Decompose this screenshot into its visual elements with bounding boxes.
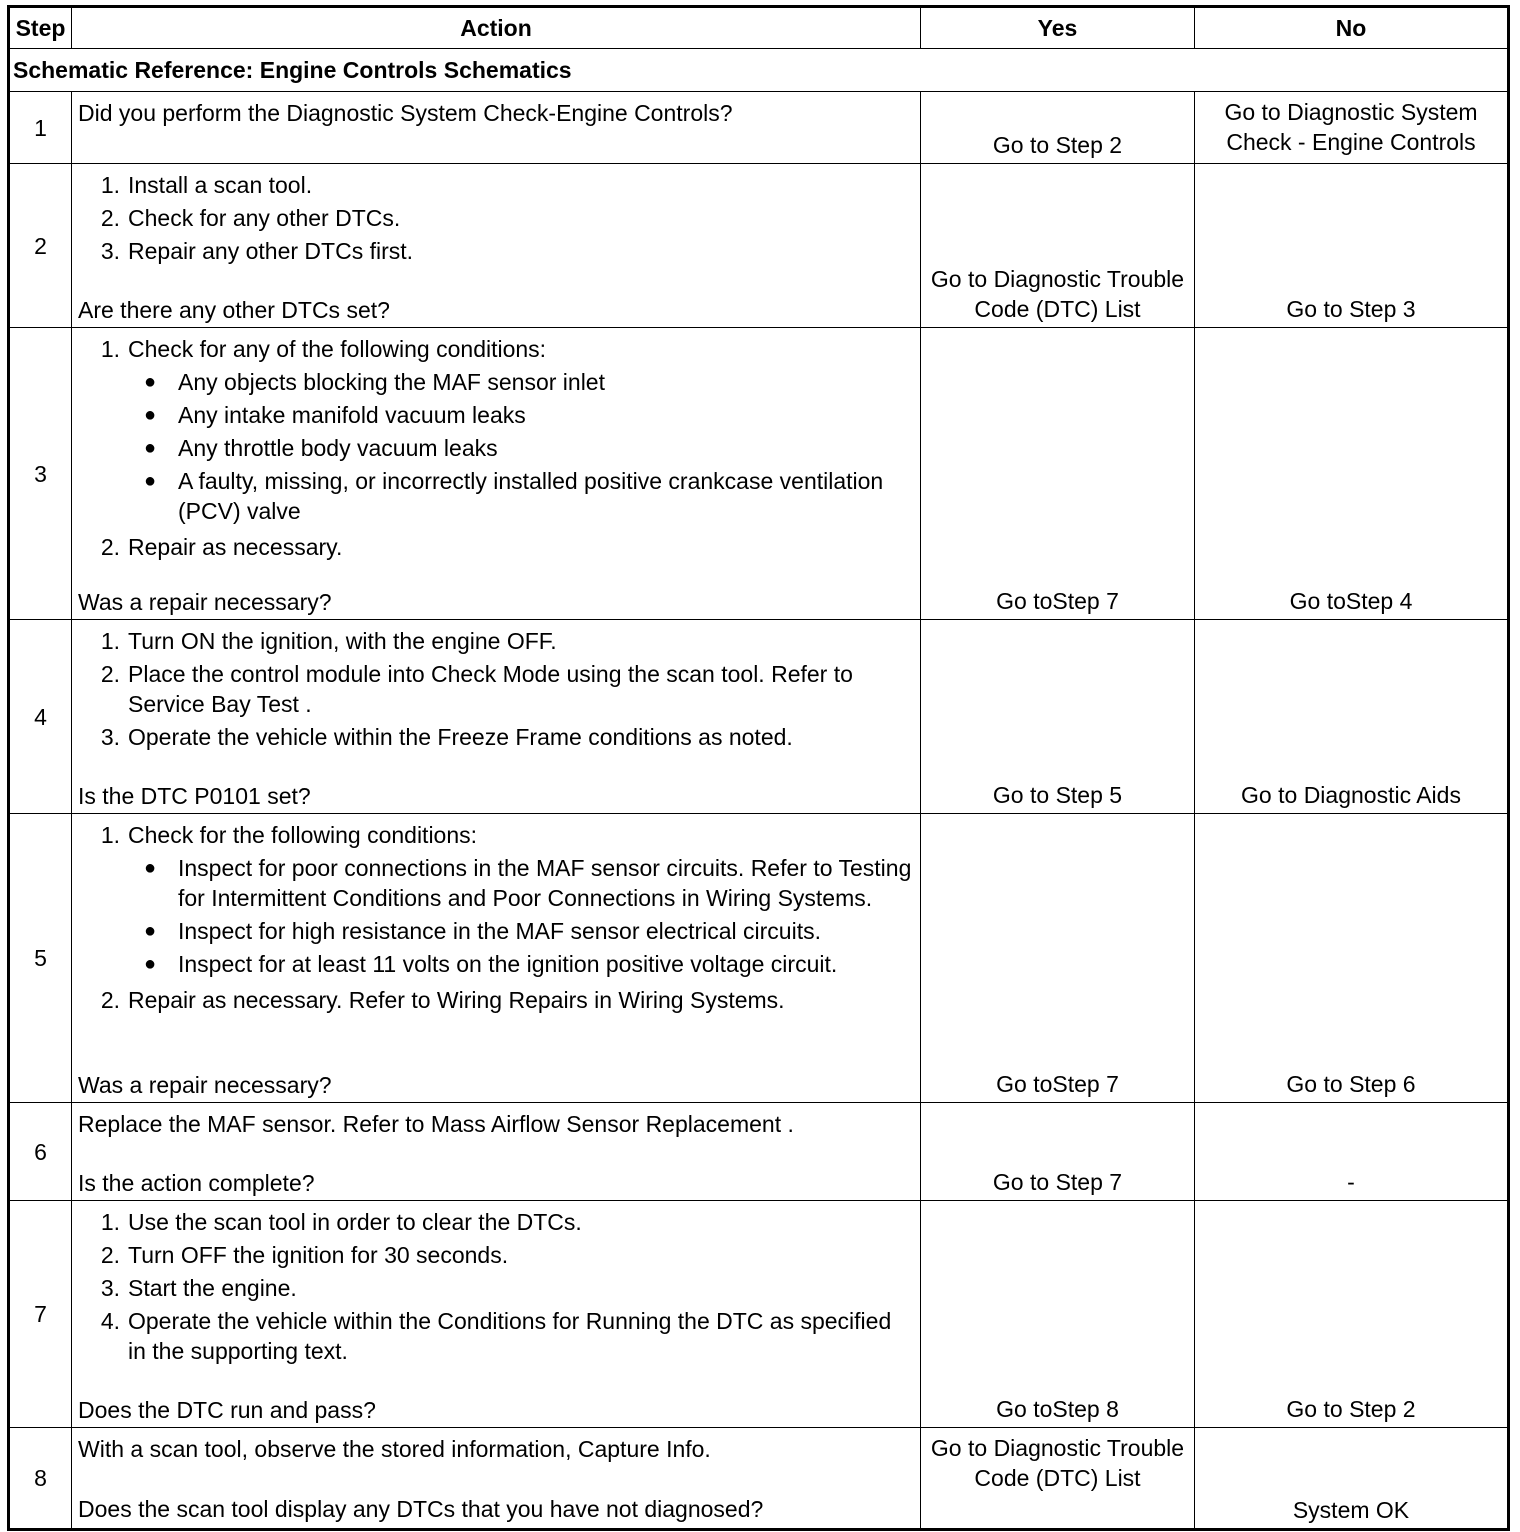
action-text: With a scan tool, observe the stored information, Capture Info. (78, 1436, 711, 1462)
bullet-item: ● Inspect for high resistance in the MAF sensor electrical circuits. (128, 916, 914, 946)
no-cell: System OK (1195, 1428, 1509, 1530)
action-cell (72, 92, 921, 164)
bullet-item: ● Inspect for poor connections in the MAF sensor circuits. Refer to Testing for Intermittent Conditions and Poor Connections in Wiring Systems. (128, 853, 914, 913)
numbered-list (78, 334, 914, 565)
table-row (9, 1103, 1509, 1201)
list-item: 1. Use the scan tool in order to clear the DTCs. (100, 1209, 582, 1235)
step-number: 1 (9, 92, 72, 164)
table-row (9, 1428, 1509, 1530)
table-row (9, 92, 1509, 164)
no-cell: Go to Step 6 (1195, 814, 1509, 1103)
yes-cell: Go to Step 5 (921, 620, 1195, 814)
no-cell: Go to Step 3 (1195, 164, 1509, 328)
bullet-item: ● Any objects blocking the MAF sensor inlet (128, 367, 914, 397)
bullet-icon: ● (144, 437, 157, 459)
action-question: Was a repair necessary? (78, 1072, 332, 1098)
action-cell (72, 1201, 921, 1428)
step-number: 4 (9, 620, 72, 814)
step-number: 7 (9, 1201, 72, 1428)
no-cell: - (1195, 1103, 1509, 1201)
list-item: 1. Check for any of the following conditions: ● Any objects blocking the MAF sensor inlet ● Any intake manifold vacuum leaks ● Any throttle body vacuum leaks ● A faulty, missing, or incorrectly installed positive crankcase ventilation (PCV) valve (78, 334, 914, 529)
bullet-icon: ● (144, 953, 157, 975)
numbered-list (78, 820, 914, 1018)
bullet-list (128, 853, 914, 979)
yes-cell: Go to Step 7 (921, 1103, 1195, 1201)
bullet-icon: ● (144, 404, 157, 426)
table-row (9, 814, 1509, 1103)
bullet-item: ● A faulty, missing, or incorrectly installed positive crankcase ventilation (PCV) valve (128, 466, 914, 526)
numbered-list (78, 170, 914, 269)
action-question: Does the scan tool display any DTCs that you have not diagnosed? (78, 1496, 764, 1522)
yes-cell: Go to Diagnostic Trouble Code (DTC) List (921, 1428, 1195, 1530)
action-question: Was a repair necessary? (78, 589, 332, 615)
yes-cell: Go to Diagnostic Trouble Code (DTC) List (921, 164, 1195, 328)
no-cell: Go to Diagnostic System Check - Engine Controls (1195, 92, 1509, 164)
list-item: 2. Repair as necessary. (100, 534, 343, 560)
step-number: 2 (9, 164, 72, 328)
action-cell (72, 328, 921, 620)
list-item: 3. Operate the vehicle within the Freeze Frame conditions as noted. (100, 724, 793, 750)
header-step: Step (9, 7, 72, 49)
bullet-list (128, 367, 914, 526)
diagnostic-table (7, 5, 1510, 1531)
numbered-list (78, 626, 914, 755)
action-cell (72, 814, 921, 1103)
schematic-reference-row (9, 49, 1509, 92)
no-cell: Go to Diagnostic Aids (1195, 620, 1509, 814)
list-item: 2. Repair as necessary. Refer to Wiring Repairs in Wiring Systems. (100, 987, 785, 1013)
no-cell: Go to Step 2 (1195, 1201, 1509, 1428)
yes-cell: Go to Step 2 (921, 92, 1195, 164)
list-item: 2. Check for any other DTCs. (100, 205, 401, 231)
step-number: 6 (9, 1103, 72, 1201)
bullet-icon: ● (144, 371, 157, 393)
action-text: Replace the MAF sensor. Refer to Mass Airflow Sensor Replacement . (78, 1111, 794, 1137)
yes-cell: Go toStep 7 (921, 814, 1195, 1103)
header-no: No (1195, 7, 1509, 49)
table-row (9, 164, 1509, 328)
action-cell (72, 620, 921, 814)
header-action: Action (72, 7, 921, 49)
list-item: 1. Turn ON the ignition, with the engine OFF. (100, 628, 557, 654)
list-item: 2. Place the control module into Check Mode using the scan tool. Refer to Service Bay Test . (100, 661, 853, 717)
action-question: Is the DTC P0101 set? (78, 783, 311, 809)
table-row (9, 328, 1509, 620)
bullet-item: ● Inspect for at least 11 volts on the ignition positive voltage circuit. (128, 949, 914, 979)
bullet-icon: ● (144, 470, 157, 492)
bullet-icon: ● (144, 920, 157, 942)
list-item: 1. Install a scan tool. (100, 172, 313, 198)
no-cell: Go toStep 4 (1195, 328, 1509, 620)
yes-cell: Go toStep 7 (921, 328, 1195, 620)
list-item: 4. Operate the vehicle within the Conditions for Running the DTC as specified in the supporting text. (100, 1308, 892, 1364)
action-question: Is the action complete? (78, 1170, 315, 1196)
list-item: 2. Turn OFF the ignition for 30 seconds. (100, 1242, 509, 1268)
yes-cell: Go toStep 8 (921, 1201, 1195, 1428)
step-number: 5 (9, 814, 72, 1103)
action-cell (72, 1428, 921, 1530)
list-item: 3. Repair any other DTCs first. (100, 238, 414, 264)
action-cell (72, 1103, 921, 1201)
header-row (9, 7, 1509, 49)
step-number: 3 (9, 328, 72, 620)
table-row (9, 620, 1509, 814)
step-number: 8 (9, 1428, 72, 1530)
list-item: 1. Check for the following conditions: ● Inspect for poor connections in the MAF sensor circuits. Refer to Testing for Intermittent Conditions and Poor Connections in Wiring Systems. ● Inspect for high resistance in the MAF sensor electrical circuits. ● Inspect for at least 11 volts on the ignition positive voltage circuit. (78, 820, 914, 982)
list-item: 3. Start the engine. (100, 1275, 297, 1301)
action-question: Does the DTC run and pass? (78, 1397, 376, 1423)
header-yes: Yes (921, 7, 1195, 49)
numbered-list (78, 1207, 914, 1369)
bullet-icon: ● (144, 857, 157, 879)
action-question: Are there any other DTCs set? (78, 297, 390, 323)
bullet-item: ● Any throttle body vacuum leaks (128, 433, 914, 463)
action-text: Did you perform the Diagnostic System Check-Engine Controls? (78, 100, 733, 126)
table-row (9, 1201, 1509, 1428)
schematic-reference: Schematic Reference: Engine Controls Schematics (9, 49, 1509, 92)
bullet-item: ● Any intake manifold vacuum leaks (128, 400, 914, 430)
action-cell (72, 164, 921, 328)
